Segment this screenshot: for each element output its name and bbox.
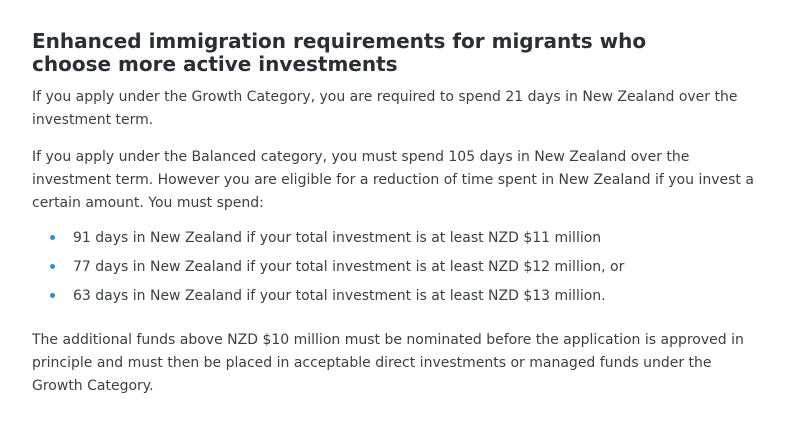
list-item-text: 91 days in New Zealand if your total investment is at least NZD $11 million — [73, 230, 602, 246]
days-requirement-list — [32, 227, 762, 314]
list-item — [32, 227, 762, 256]
bullet-dot-icon — [50, 235, 55, 240]
list-item-text: 63 days in New Zealand if your total investment is at least NZD $13 million. — [73, 288, 606, 304]
balanced-category-paragraph: If you apply under the Balanced category, you must spend 105 days in New Zealand over the investment term. However you are eligible for a reduction of time spent in New Zealand if you invest a certain amount. You must spend: — [32, 149, 754, 211]
bullet-dot-icon — [50, 293, 55, 298]
list-item-text: 77 days in New Zealand if your total investment is at least NZD $12 million, or — [73, 259, 625, 275]
section-heading: Enhanced immigration requirements for migrants who choose more active investments — [32, 29, 647, 76]
additional-funds-paragraph: The additional funds above NZD $10 million must be nominated before the application is approved in principle and must then be placed in acceptable direct investments or managed funds under the Growth Category. — [32, 332, 744, 394]
list-item — [32, 285, 762, 314]
list-item — [32, 256, 762, 285]
bullet-dot-icon — [50, 264, 55, 269]
growth-category-paragraph: If you apply under the Growth Category, you are required to spend 21 days in New Zealand over the investment term. — [32, 89, 738, 128]
